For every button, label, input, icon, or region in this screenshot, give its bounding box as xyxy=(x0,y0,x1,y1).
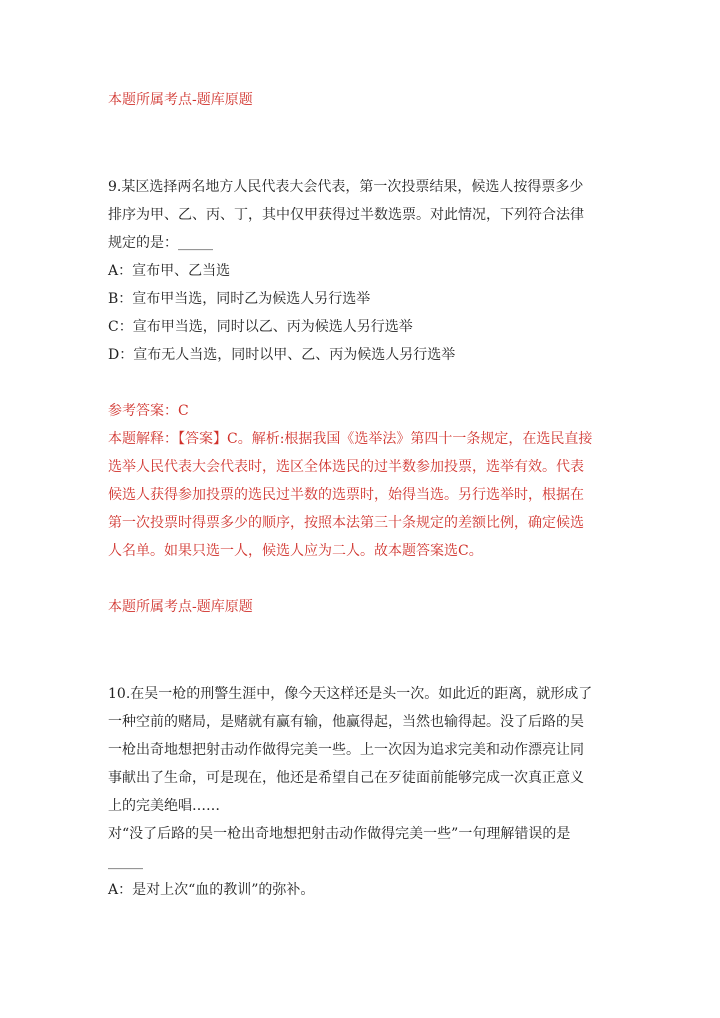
explanation-line: 选举人民代表大会代表时，选区全体选民的过半数参加投票，选举有效。代表 xyxy=(108,459,584,475)
reference-answer: 参考答案：C xyxy=(108,403,189,419)
section-tag: 本题所属考点-题库原题 xyxy=(108,599,253,615)
explanation-line: 本题解释：【答案】C。解析:根据我国《选举法》第四十一条规定，在选民直接 xyxy=(108,431,593,447)
question-text-line: 事献出了生命，可是现在，他还是希望自己在歹徒面前能够完成一次真正意义 xyxy=(108,770,584,786)
question-text-line: 一种空前的赌局，是赌就有赢有输，他赢得起，当然也输得起。没了后路的吴 xyxy=(108,714,584,730)
question-text-line: 排序为甲、乙、丙、丁，其中仅甲获得过半数选票。对此情况，下列符合法律 xyxy=(108,207,584,223)
section-tag: 本题所属考点-题库原题 xyxy=(108,92,253,108)
question-text-line: 规定的是：_____ xyxy=(108,235,213,251)
option-a: A：是对上次“血的教训”的弥补。 xyxy=(108,882,315,898)
question-text-line: 一枪出奇地想把射击动作做得完美一些。上一次因为追求完美和动作漂亮让同 xyxy=(108,742,584,758)
option-d: D：宣布无人当选，同时以甲、乙、丙为候选人另行选举 xyxy=(108,347,456,363)
option-c: C：宣布甲当选，同时以乙、丙为候选人另行选举 xyxy=(108,319,413,335)
explanation-line: 第一次投票时得票多少的顺序，按照本法第三十条规定的差额比例，确定候选 xyxy=(108,515,584,531)
option-b: B：宣布甲当选，同时乙为候选人另行选举 xyxy=(108,291,371,307)
question-text-line: 对“没了后路的吴一枪出奇地想把射击动作做得完美一些”一句理解错误的是 xyxy=(108,826,571,842)
explanation-line: 人名单。如果只选一人，候选人应为二人。故本题答案选C。 xyxy=(108,543,483,559)
answer-blank: _____ xyxy=(108,854,143,870)
question-text-line: 上的完美绝唱…… xyxy=(108,798,220,814)
question-text-line: 10.在吴一枪的刑警生涯中，像今天这样还是头一次。如此近的距离，就形成了 xyxy=(108,686,593,702)
option-a: A：宣布甲、乙当选 xyxy=(108,263,231,279)
question-text-line: 9.某区选择两名地方人民代表大会代表，第一次投票结果，候选人按得票多少 xyxy=(108,179,584,195)
explanation-line: 候选人获得参加投票的选民过半数的选票时，始得当选。另行选举时，根据在 xyxy=(108,487,584,503)
